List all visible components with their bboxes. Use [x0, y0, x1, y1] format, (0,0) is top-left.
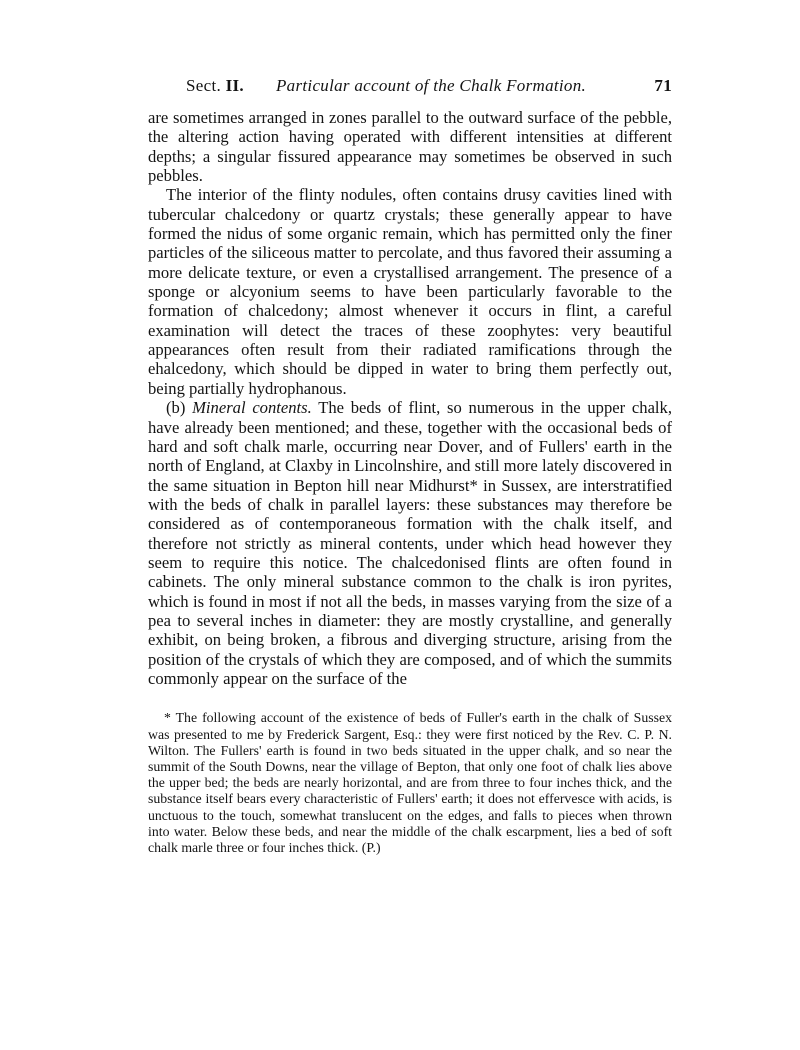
book-page: [148, 76, 672, 856]
page-number: 71: [654, 76, 672, 95]
paragraph-mineral-contents: [148, 398, 672, 688]
subsection-text: The beds of flint, so numerous in the upper chalk, have already been mentioned; and these, together with the occasional beds of hard and soft chalk marle, occurring near Dover, and of Fullers' earth in the north of England, at Claxby in Lincolnshire, and still more lately discovered in the same situation in Bepton hill near Midhurst* in Sussex, are interstratified with the beds of chalk in parallel layers: these substances may therefore be considered as of contemporaneous formation with the chalk itself, and therefore not strictly as mineral contents, under which head however they seem to require this notice. The chalcedonised flints are often found in cabinets. The only mineral substance common to the chalk is iron pyrites, which is found in most if not all the beds, in masses varying from the size of a pea to several inches in diameter: they are mostly crystalline, and generally exhibit, on being broken, a fibrous and diverging structure, arising from the position of the crystals of which they are composed, and of which the summits commonly appear on the surface of the: [148, 398, 672, 688]
subsection-heading: Mineral contents.: [192, 398, 312, 418]
subsection-label: (b): [166, 398, 186, 418]
paragraph-continued: are sometimes arranged in zones parallel to the outward surface of the pebble, the altering action having operated with different intensities at different depths; a singular fissured appearance may sometimes be observed in such pebbles.: [148, 108, 672, 186]
paragraph-flinty-nodules: The interior of the flinty nodules, often contains drusy cavities lined with tubercular chalcedony or quartz crystals; these generally appear to have formed the nidus of some organic remain, which has permitted only the finer particles of the siliceous matter to percolate, and thus favored their assuming a more delicate texture, or even a crystallised arrangement. The presence of a sponge or alcyonium seems to have been particularly favorable to the formation of chalcedony; almost whenever it occurs in flint, a careful examination will detect the traces of these zoophytes: very beautiful appearances often result from their radiated ramifications through the ehalcedony, which should be dipped in water to bring them perfectly out, being partially hydrophanous.: [148, 185, 672, 398]
running-head: [148, 76, 672, 102]
running-title: Particular account of the Chalk Formation.: [276, 76, 587, 95]
footnote-text: * The following account of the existence of beds of Fuller's earth in the chalk of Sussex was presented to me by Frederick Sargent, Esq.: they were first noticed by the Rev. C. P. N. Wilton. The Fullers' earth is found in two beds situated in the upper chalk, and so near the summit of the South Downs, near the village of Bepton, that only one foot of chalk lies above the upper bed; the beds are nearly horizontal, and are from three to four inches thick, and the substance itself bears every characteristic of Fullers' earth; it does not effervesce with acids, is unctuous to the touch, somewhat translucent on the edges, and falls to pieces when thrown into water. Below these beds, and near the middle of the chalk escarpment, lies a bed of soft chalk marle three or four inches thick. (P.): [148, 710, 672, 855]
section-number: II.: [225, 76, 244, 95]
section-word: Sect.: [186, 76, 222, 95]
section-label: [186, 76, 244, 96]
footnote: [148, 710, 672, 856]
main-text: [148, 108, 672, 688]
